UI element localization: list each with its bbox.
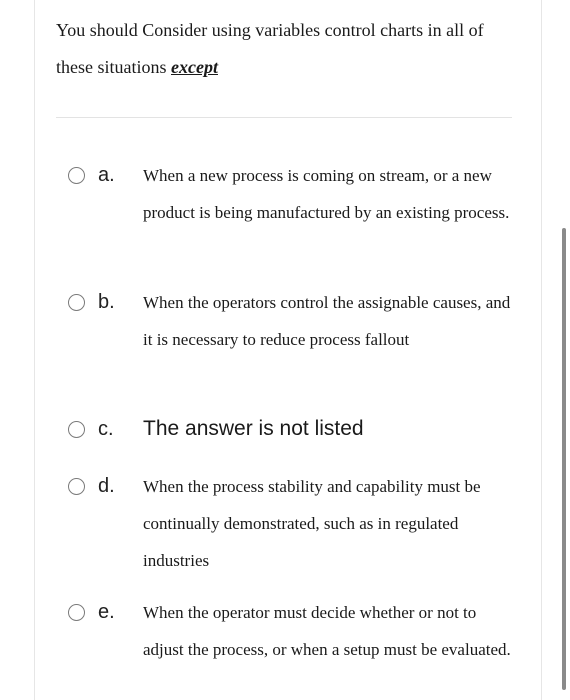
- question-text: [56, 12, 516, 86]
- radio-d[interactable]: [68, 478, 85, 495]
- option-text-a: When a new process is coming on stream, or a new product is being manufactured by an existing process.: [143, 166, 510, 222]
- option-letter-a: a.: [98, 164, 115, 186]
- option-letter-c: c.: [98, 418, 114, 440]
- question-prompt: You should Consider using variables control charts in all of these situations: [56, 20, 484, 77]
- radio-c[interactable]: [68, 421, 85, 438]
- option-letter-b: b.: [98, 291, 115, 313]
- divider: [56, 117, 512, 118]
- question-emphasis: except: [171, 57, 218, 77]
- radio-a[interactable]: [68, 167, 85, 184]
- scrollbar[interactable]: [562, 228, 566, 690]
- option-text-d: When the process stability and capability must be continually demonstrated, such as in regulated industries: [143, 477, 481, 570]
- option-letter-d: d.: [98, 475, 115, 497]
- radio-e[interactable]: [68, 604, 85, 621]
- option-letter-e: e.: [98, 601, 115, 623]
- option-text-b: When the operators control the assignable causes, and it is necessary to reduce process fallout: [143, 293, 511, 349]
- option-text-e: When the operator must decide whether or not to adjust the process, or when a setup must be evaluated.: [143, 603, 511, 659]
- option-text-c: The answer is not listed: [143, 417, 364, 440]
- radio-b[interactable]: [68, 294, 85, 311]
